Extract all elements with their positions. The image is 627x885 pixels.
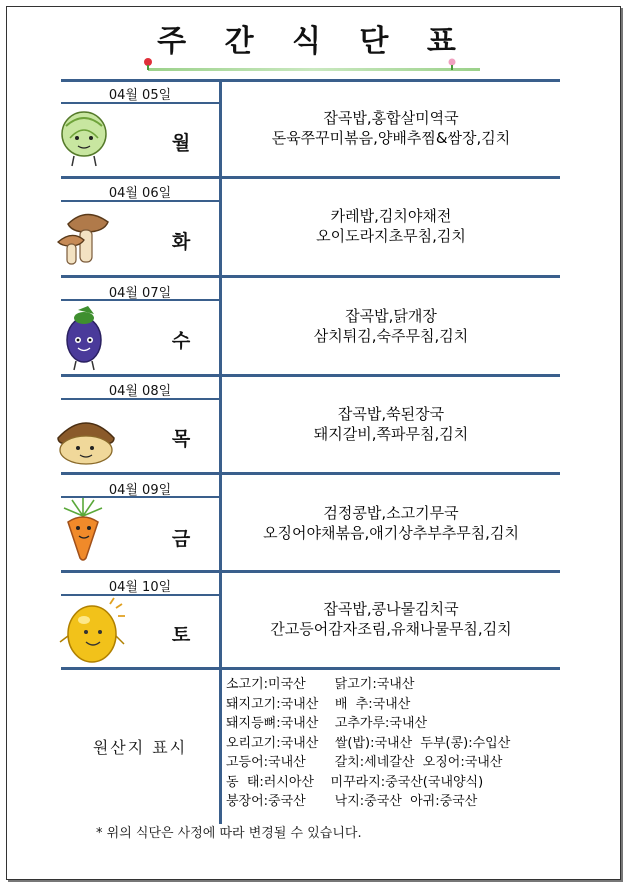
origin-line: 동 태:러시아산 미꾸라지:중국산(국내양식) [226, 774, 484, 790]
menu-cell [222, 306, 560, 346]
origin-line: 고등어:국내산 갈치:세네갈산 오징어:국내산 [226, 755, 503, 770]
weekday-label: 목 [171, 428, 191, 450]
menu-line: 검정콩밥,소고기무국 [323, 504, 459, 522]
date-label: 04월 09일 [108, 483, 172, 498]
menu-cell [222, 206, 560, 246]
menu-cell [222, 599, 560, 639]
shiitake-icon [54, 408, 118, 468]
row-divider [61, 275, 560, 278]
title-underline [148, 68, 480, 71]
menu-line: 카레밥,김치야채전 [330, 207, 452, 225]
menu-cell [222, 108, 560, 148]
date-label: 04월 05일 [108, 88, 172, 103]
menu-line: 잡곡밥,닭개장 [345, 307, 437, 325]
weekday-label: 토 [171, 624, 191, 646]
menu-line: 돼지갈비,쪽파무침,김치 [313, 425, 469, 443]
potato-icon [58, 596, 130, 668]
row-divider [61, 472, 560, 475]
menu-line: 잡곡밥,콩나물김치국 [323, 600, 459, 618]
flower-icon [446, 58, 458, 70]
date-label: 04월 10일 [108, 580, 172, 595]
page-title: 주 간 식 단 표 [157, 24, 470, 59]
column-divider [219, 79, 222, 824]
eggplant-icon [60, 306, 108, 372]
menu-line: 간고등어감자조림,유채나물무침,김치 [270, 620, 512, 638]
origin-line: 붕장어:중국산 낙지:중국산 아귀:중국산 [226, 794, 478, 809]
origin-line: 오리고기:국내산 쌀(밥):국내산 두부(콩):수입산 [226, 735, 511, 751]
menu-cell [222, 404, 560, 444]
menu-line: 삼치튀김,숙주무침,김치 [313, 327, 469, 345]
menu-line: 잡곡밥,쑥된장국 [337, 405, 445, 423]
weekday-label: 화 [171, 231, 191, 253]
footnote: * 위의 식단은 사정에 따라 변경될 수 있습니다. [96, 826, 362, 841]
weekday-label: 월 [171, 132, 191, 154]
weekday-label: 수 [171, 330, 191, 352]
origin-line: 돼지등뼈:국내산 고추가루:국내산 [226, 716, 428, 731]
row-divider [61, 374, 560, 377]
carrot-icon [58, 498, 108, 562]
weekday-label: 금 [171, 528, 191, 550]
cabbage-icon [56, 108, 112, 170]
origin-label: 원산지 표시 [92, 738, 188, 757]
flower-icon [142, 58, 154, 70]
mushroom-icon [54, 206, 116, 268]
row-divider [61, 176, 560, 179]
menu-line: 오징어야채볶음,애기상추부추무침,김치 [263, 524, 519, 542]
menu-line: 잡곡밥,홍합살미역국 [323, 109, 459, 127]
row-divider [61, 570, 560, 573]
menu-line: 오이도라지초무침,김치 [316, 227, 466, 245]
menu-cell [222, 503, 560, 543]
date-label: 04월 06일 [108, 186, 172, 201]
date-label: 04월 08일 [108, 384, 172, 399]
origin-line: 돼지고기:국내산 배 추:국내산 [226, 696, 411, 712]
menu-line: 돈육쭈꾸미볶음,양배추찜&쌈장,김치 [271, 129, 511, 147]
origin-list [226, 675, 560, 812]
date-label: 04월 07일 [108, 286, 172, 301]
origin-line: 소고기:미국산 닭고기:국내산 [226, 677, 415, 692]
